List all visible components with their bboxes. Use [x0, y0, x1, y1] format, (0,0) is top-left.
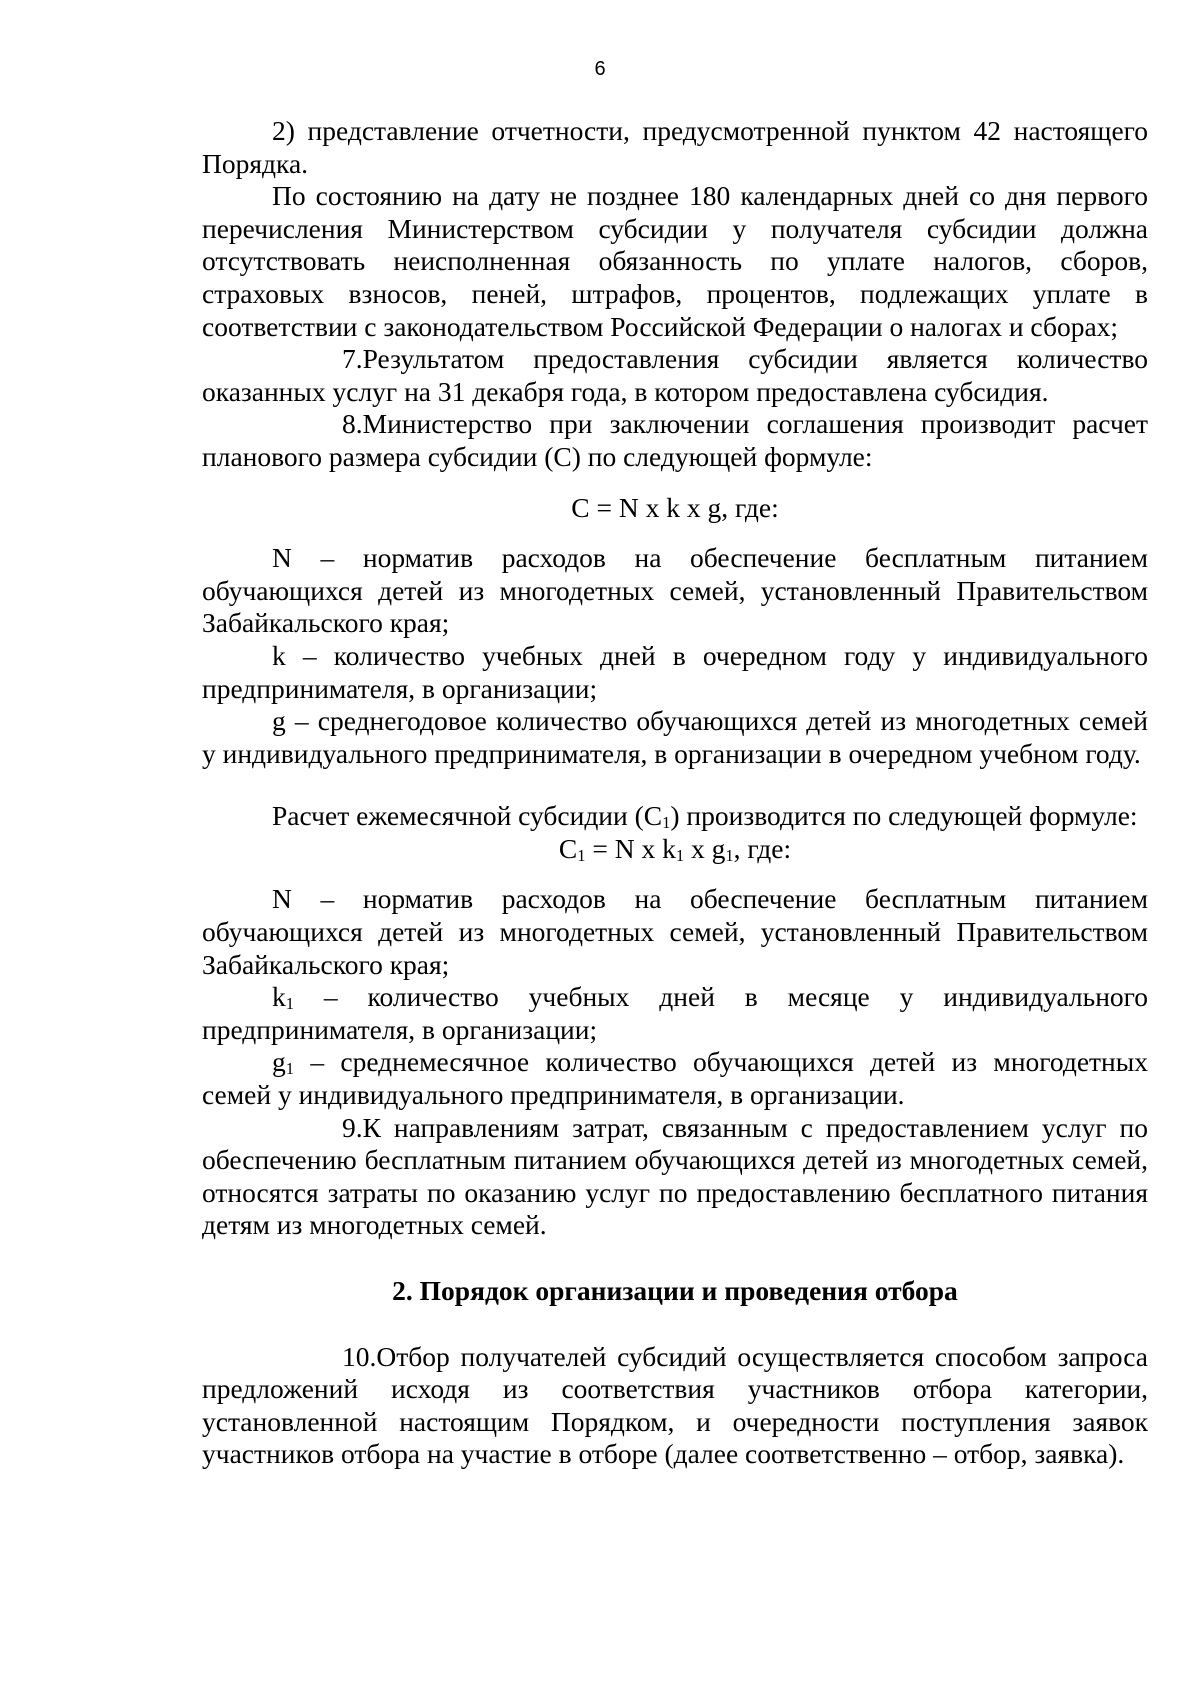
paragraph-9-number: 9.: [342, 1111, 363, 1143]
paragraph-10: [202, 1341, 1148, 1471]
paragraph-8-number: 8.: [342, 408, 363, 440]
paragraph-10-number: 10.: [342, 1340, 377, 1372]
paragraph-10-text: Отбор получателей субсидий осуществляется способом запроса предложений исходя из соответствия участников отбора категории, установленной настоящим Порядком, и очередности поступления заявок участников отбора на участие в отборе (далее соответственно – отбор, заявка).: [202, 1340, 1148, 1470]
definition-g: g – среднегодовое количество обучающихся детей из многодетных семей у индивидуального предпринимателя, в организации в очередном учебном году.: [202, 705, 1148, 769]
paragraph-7-number: 7.: [342, 343, 363, 375]
paragraph-7: [202, 343, 1148, 408]
paragraph-9: [202, 1112, 1148, 1242]
paragraph-8: [202, 408, 1148, 473]
definition-k1: $k_1$ – количество учебных дней в месяце у индивидуального предпринимателя, в организации;: [202, 981, 1148, 1045]
monthly-calc-intro: Расчет ежемесячной субсидии $(С_1)$ производится по следующей формуле:: [272, 800, 1138, 833]
definition-g1: $g_1$ – среднемесячное количество обучающихся детей из многодетных семей у индивидуального предпринимателя, в организации.: [202, 1046, 1148, 1111]
formula-monthly-subsidy: $С_1 = N$ x $k_1$ x $g_1$, где:: [558, 832, 792, 865]
paragraph-8-text: Министерство при заключении соглашения производит расчет планового размера субсидии (С) по следующей формуле:: [202, 408, 1148, 472]
definition-n-monthly: N – норматив расходов на обеспечение бесплатным питанием обучающихся детей из многодетных семей, установленный Правительством Забайкальского края;: [202, 883, 1148, 980]
paragraph-7-text: Результатом предоставления субсидии является количество оказанных услуг на 31 декабря года, в котором предоставлена субсидия.: [202, 343, 1148, 407]
formula-annual-subsidy: С = N x k x g, где:: [571, 491, 779, 523]
definition-n-annual: N – норматив расходов на обеспечение бесплатным питанием обучающихся детей из многодетных семей, установленный Правительством Забайкальского края;: [202, 542, 1148, 639]
page-number: 6: [594, 58, 606, 80]
paragraph-tax-obligations: По состоянию на дату не позднее 180 календарных дней со дня первого перечисления Министерством субсидии у получателя субсидии должна отсутствовать неисполненная обязанность по уплате налогов, сборов, страховых взносов, пеней, штрафов, процентов, подлежащих уплате в соответствии с законодательством Российской Федерации о налогах и сборах;: [202, 180, 1148, 342]
item-2: 2) представление отчетности, предусмотренной пунктом 42 настоящего Порядка.: [202, 115, 1148, 179]
section-2-heading: 2. Порядок организации и проведения отбора: [392, 1275, 958, 1306]
definition-k: k – количество учебных дней в очередном году у индивидуального предпринимателя, в организации;: [202, 639, 1148, 704]
document-body: [202, 115, 1148, 1471]
paragraph-9-text: К направлениям затрат, связанным с предоставлением услуг по обеспечению бесплатным питанием обучающихся детей из многодетных семей, относятся затраты по оказанию услуг по предоставлению бесплатного питания детям из многодетных семей.: [202, 1111, 1148, 1241]
